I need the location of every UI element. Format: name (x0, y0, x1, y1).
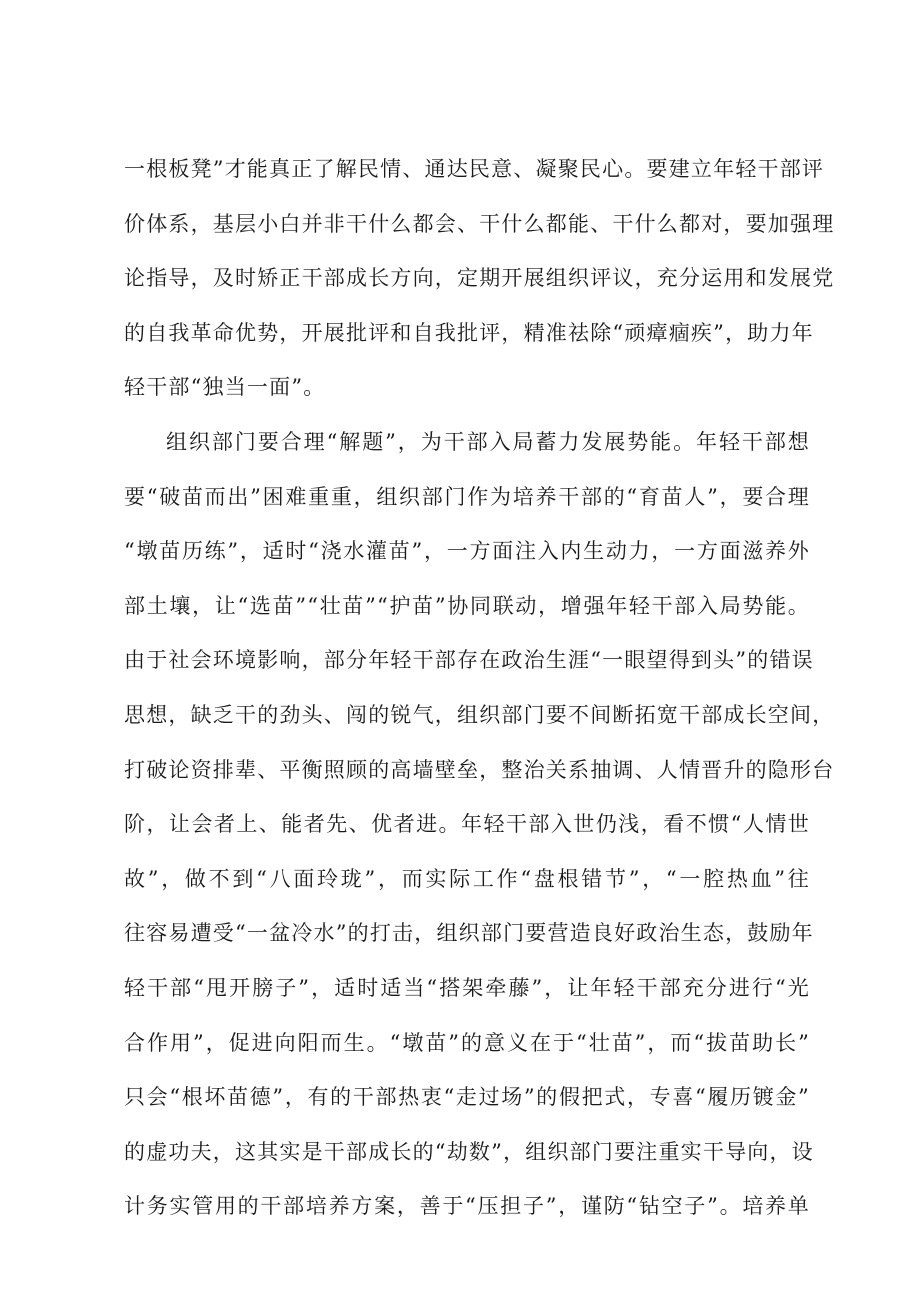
text-line: 价体系，基层小白并非干什么都会、干什么都能、干什么都对，要加强理 (124, 211, 835, 236)
text-line: 打破论资排辈、平衡照顾的高墙壁垒，整治关系抽调、人情晋升的隐形台 (124, 757, 835, 782)
text-line: 部土壤，让“选苗”“壮苗”“护苗”协同联动，增强年轻干部入局势能。 (124, 593, 810, 618)
text-line: 论指导，及时矫正干部成长方向，定期开展组织评议，充分运用和发展党 (124, 266, 835, 291)
paragraph-first-line: 组织部门要合理“解题”，为干部入局蓄力发展势能。年轻干部想 (166, 429, 810, 454)
text-line: 的自我革命优势，开展批评和自我批评，精准祛除“顽瘴痼疾”，助力年 (124, 320, 814, 345)
text-line: 计务实管用的干部培养方案，善于“压担子”，谨防“钻空子”。培养单 (124, 1194, 810, 1219)
text-line: “墩苗历练”，适时“浇水灌苗”，一方面注入内生动力，一方面滋养外 (124, 539, 810, 564)
text-line: 故”，做不到“八面玲珑”，而实际工作“盘根错节”，“一腔热血”往 (124, 866, 810, 891)
text-line: 由于社会环境影响，部分年轻干部存在政治生涯“一眼望得到头”的错误 (124, 648, 814, 673)
text-line: 合作用”，促进向阳而生。“墩苗”的意义在于“壮苗”，而“拔苗助长” (124, 1030, 810, 1055)
text-line: 轻干部“独当一面”。 (124, 375, 326, 400)
body-text (124, 142, 835, 1234)
text-line: 只会“根坏苗德”，有的干部热衷“走过场”的假把式，专喜“履历镀金” (124, 1085, 810, 1110)
text-line: 往容易遭受“一盆冷水”的打击，组织部门要营造良好政治生态，鼓励年 (124, 921, 814, 946)
text-line: 一根板凳”才能真正了解民情、通达民意、凝聚民心。要建立年轻干部评 (124, 157, 825, 181)
text-line: 轻干部“甩开膀子”，适时适当“搭架牵藤”，让年轻干部充分进行“光 (124, 975, 810, 1000)
text-line: 要“破苗而出”困难重重，组织部门作为培养干部的“育苗人”，要合理 (124, 484, 810, 509)
text-line: 思想，缺乏干的劲头、闯的锐气，组织部门要不间断拓宽干部成长空间， (124, 702, 835, 727)
text-line: 的虚功夫，这其实是干部成长的“劫数”，组织部门要注重实干导向，设 (124, 1139, 814, 1164)
text-line: 阶，让会者上、能者先、优者进。年轻干部入世仍浅，看不惯“人情世 (124, 812, 810, 837)
